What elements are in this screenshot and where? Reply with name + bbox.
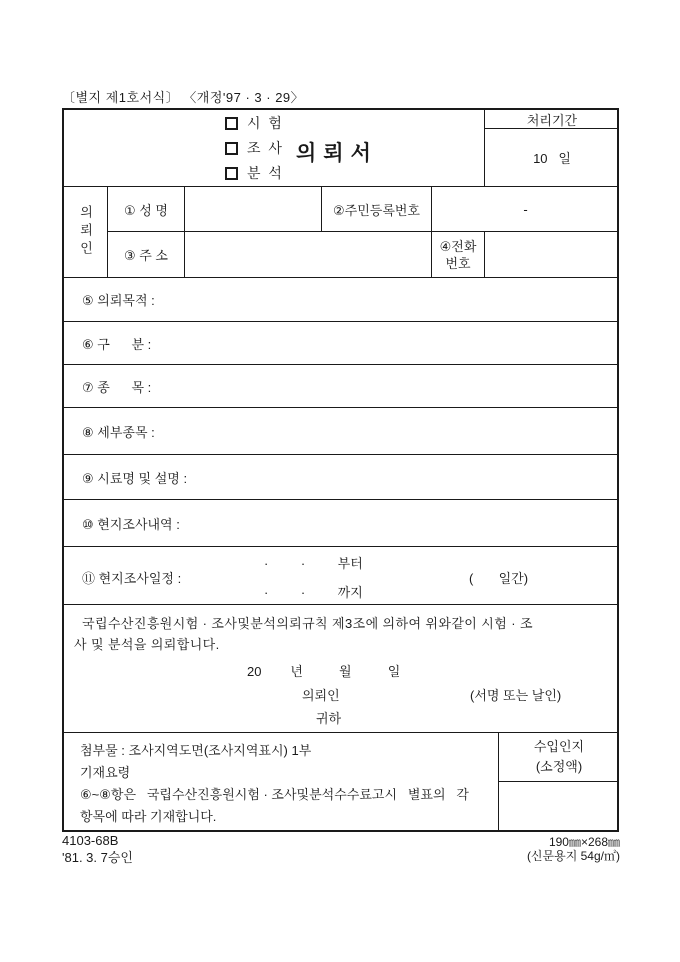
processing-period-header: 처리기간: [485, 110, 619, 129]
attachments-block: [64, 733, 499, 830]
schedule-to-line: · · 까지: [264, 585, 363, 600]
revenue-stamp-cell: [499, 733, 619, 782]
check-line-survey: [225, 139, 284, 157]
address-input-cell[interactable]: [185, 232, 432, 278]
footer-paper-type: (신문용지 54g/㎡): [526, 849, 620, 863]
check-line-analysis: [225, 164, 284, 182]
check-line-test: [225, 114, 284, 132]
checkbox-survey[interactable]: [225, 142, 238, 155]
declaration-date-line[interactable]: 20 년 월 일: [247, 664, 401, 679]
stamp-label-line1: 수입인지: [533, 739, 585, 754]
row-sub-item[interactable]: ⑧ 세부종목 :: [64, 408, 619, 455]
row-purpose[interactable]: ⑤ 의뢰목적 :: [64, 278, 619, 322]
guide-line2: 항목에 따라 기재합니다.: [80, 809, 217, 824]
processing-period-value: 10 일: [485, 129, 619, 187]
checkbox-survey-label: 조 사: [247, 140, 284, 156]
name-input-cell[interactable]: [185, 187, 322, 232]
declaration-recipient: 귀하: [316, 711, 342, 726]
checkbox-analysis[interactable]: [225, 167, 238, 180]
declaration-body-line2: 사 및 분석을 의뢰합니다.: [74, 637, 220, 652]
footer-paper-size: 190㎜×268㎜: [548, 835, 620, 849]
title-block: [64, 110, 485, 187]
form-table: [62, 108, 619, 832]
schedule-days: ( 일간): [469, 571, 529, 586]
schedule-from-line: · · 부터: [264, 556, 363, 571]
schedule-label: ⑪ 현지조사일정 :: [82, 571, 182, 586]
phone-label: [432, 232, 485, 278]
footer-approval-date: '81. 3. 7승인: [62, 850, 133, 865]
row-field-survey-schedule[interactable]: [64, 547, 619, 605]
declaration-body: [74, 613, 614, 655]
declaration-requester-line[interactable]: 의뢰인: [302, 688, 340, 703]
requester-group-cell: [64, 187, 108, 278]
rrn-input-cell[interactable]: -: [432, 187, 619, 232]
phone-label-line1: ④전화: [439, 238, 477, 254]
row-item[interactable]: ⑦ 종 목 :: [64, 365, 619, 408]
row-category[interactable]: ⑥ 구 분 :: [64, 322, 619, 365]
phone-label-line2: 번호: [445, 255, 471, 271]
declaration-block: [64, 605, 619, 733]
stamp-label-line2: (소정액): [535, 759, 583, 774]
checkbox-test-label: 시 험: [247, 115, 284, 131]
phone-input-cell[interactable]: [485, 232, 619, 278]
rrn-label: ②주민등록번호: [322, 187, 432, 232]
checkbox-analysis-label: 분 석: [247, 165, 284, 181]
requester-group-label: 의뢰인: [78, 205, 93, 259]
address-label: ③ 주 소: [108, 232, 185, 278]
row-sample-name[interactable]: ⑨ 시료명 및 설명 :: [64, 455, 619, 500]
guide-title: 기재요령: [80, 765, 131, 780]
footer-form-code: 4103-68B: [62, 833, 119, 848]
row-field-survey-details[interactable]: ⑩ 현지조사내역 :: [64, 500, 619, 547]
form-reference-note: 〔별지 제1호서식〕 〈개정'97 · 3 · 29〉: [62, 90, 305, 105]
guide-line1: ⑥~⑧항은 국립수산진흥원시험 · 조사및분석수수료고시 별표의 각: [80, 787, 469, 802]
attachment-line: 첨부물 : 조사지역도면(조사지역표시) 1부: [80, 743, 312, 758]
name-label: ① 성 명: [108, 187, 185, 232]
form-title: 의뢰서: [296, 142, 378, 165]
declaration-body-line1: 국립수산진흥원시험 · 조사및분석의뢰규칙 제3조에 의하여 위와같이 시험 · 조: [74, 616, 533, 631]
checkbox-test[interactable]: [225, 117, 238, 130]
declaration-sign-note: (서명 또는 날인): [470, 688, 562, 703]
revenue-stamp-empty-cell[interactable]: [499, 782, 619, 830]
